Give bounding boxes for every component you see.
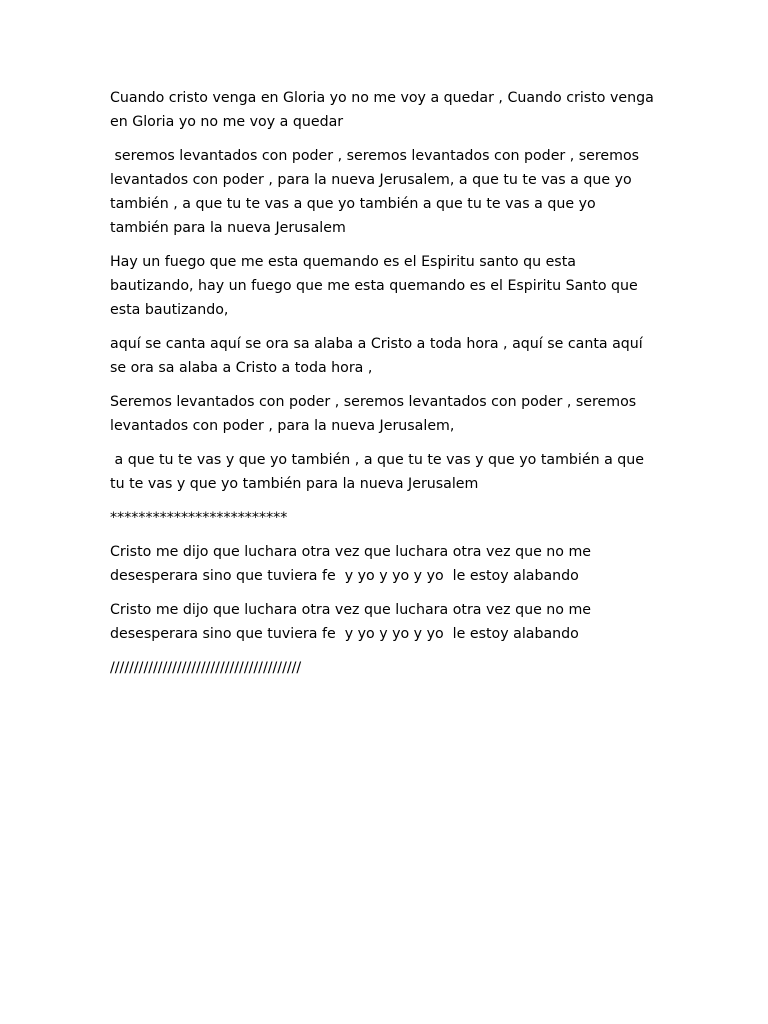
slash-separator: ////////////////////////////////////////: [110, 660, 302, 676]
paragraph-3: Hay un fuego que me esta quemando es el Espiritu santo qu esta bautizando, hay un fuego que me esta quemando es el Espiritu Santo que esta bautizando,: [110, 254, 643, 318]
paragraph-1: Cuando cristo venga en Gloria yo no me voy a quedar , Cuando cristo venga en Gloria yo no me voy a quedar: [110, 90, 659, 130]
paragraph-6: a que tu te vas y que yo también , a que tu te vas y que yo también a que tu te vas y que yo también para la nueva Jerusalem: [110, 452, 649, 492]
paragraph-5: Seremos levantados con poder , seremos levantados con poder , seremos levantados con poder , para la nueva Jerusalem,: [110, 394, 641, 434]
paragraph-2: seremos levantados con poder , seremos levantados con poder , seremos levantados con poder , para la nueva Jerusalem, a que tu te vas a que yo también , a que tu te vas a que yo también a que tu te vas a que yo también para la nueva Jerusalem: [110, 148, 644, 236]
paragraph-8: Cristo me dijo que luchara otra vez que luchara otra vez que no me desesperara sino que tuviera fe y yo y yo y yo le estoy alabando: [110, 602, 596, 642]
paragraph-7: Cristo me dijo que luchara otra vez que luchara otra vez que no me desesperara sino que tuviera fe y yo y yo y yo le estoy alabando: [110, 544, 596, 584]
asterisk-separator: *************************: [110, 510, 288, 526]
paragraph-4: aquí se canta aquí se ora sa alaba a Cristo a toda hora , aquí se canta aquí se ora sa alaba a Cristo a toda hora ,: [110, 336, 648, 376]
document-body: [110, 86, 658, 690]
